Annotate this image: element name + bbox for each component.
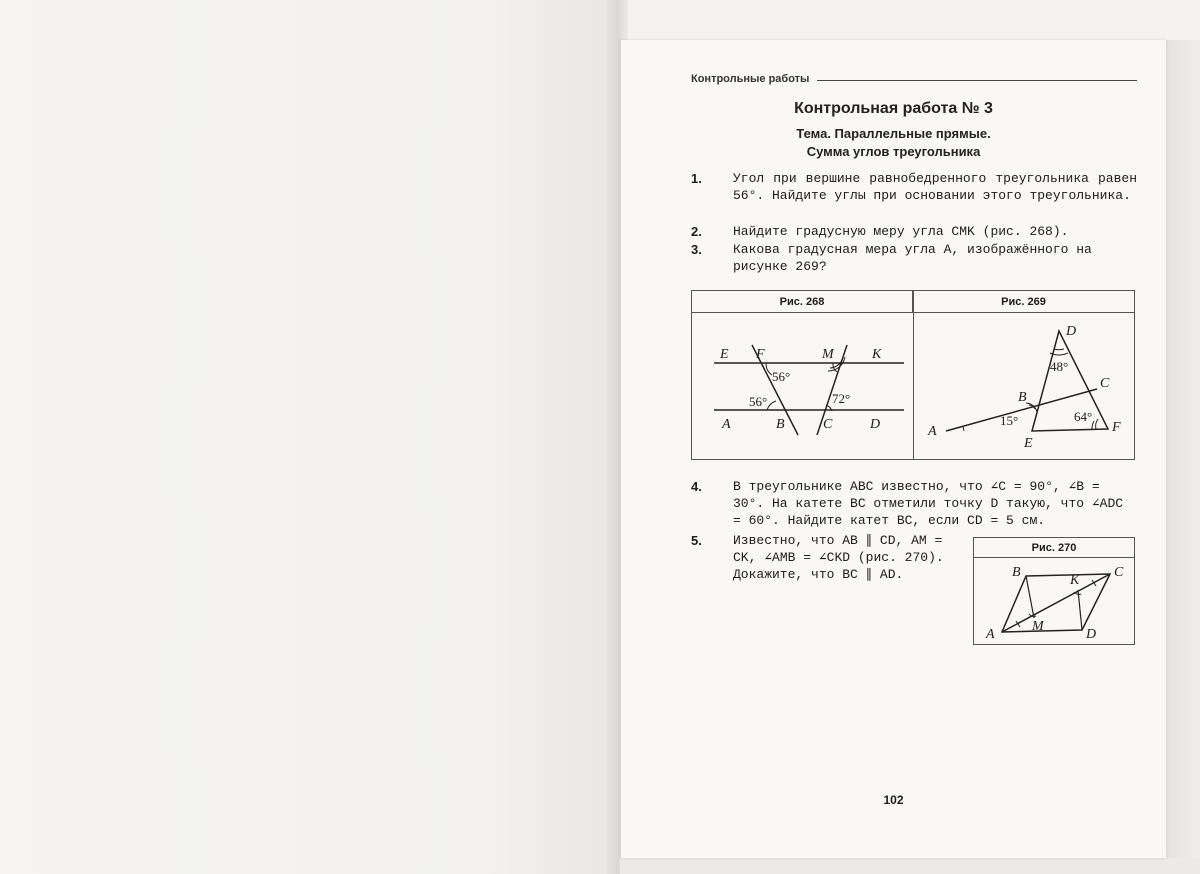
page-title: Контрольная работа № 3	[794, 100, 993, 117]
angle-label: 64°	[1074, 409, 1093, 424]
point-label: B	[1012, 565, 1021, 580]
task-text: В треугольнике ABC известно, что ∠C = 90°, ∠B = 30°. На катете BC отметили точку D такую, что ∠ADC = 60°. Найдите катет BC, если CD = 5 см.	[733, 479, 1124, 528]
page-stack-edge	[1166, 40, 1200, 874]
point-label: C	[823, 417, 833, 432]
point-label: A	[986, 627, 995, 642]
task-text: Угол при вершине равнобедренного треугольника равен 56°. Найдите углы при основании этого треугольника.	[733, 171, 1137, 203]
figure-caption-268: Рис. 268	[692, 291, 913, 313]
figure-caption-270: Рис. 270	[974, 538, 1134, 558]
textbook-page	[620, 40, 1166, 858]
point-label: A	[928, 424, 937, 439]
topic-line-1: Тема. Параллельные прямые.	[796, 126, 991, 141]
angle-label: 56°	[749, 394, 768, 409]
task-text: Найдите градусную меру угла CMK (рис. 268).	[733, 224, 1069, 239]
figure-270	[973, 537, 1135, 645]
figure-269-diagram	[914, 313, 1135, 459]
point-label: A	[722, 417, 731, 432]
point-label: B	[776, 417, 785, 432]
angle-label: 15°	[1000, 413, 1019, 428]
point-label: K	[1070, 573, 1080, 588]
page-bottom-edge	[620, 858, 1200, 874]
point-label: F	[756, 347, 765, 362]
angle-label: 56°	[772, 369, 791, 384]
point-label: B	[1018, 390, 1027, 405]
figure-270-diagram	[974, 558, 1134, 644]
figure-268-diagram	[692, 313, 913, 459]
point-label: E	[720, 347, 729, 362]
running-head-text: Контрольные работы	[691, 73, 817, 85]
point-label: K	[872, 347, 882, 362]
figure-caption-269: Рис. 269	[913, 291, 1134, 313]
task-text: Известно, что AB ∥ CD, AM = CK, ∠AMB = ∠CKD (рис. 270). Докажите, что BC ∥ AD.	[733, 533, 944, 582]
point-label: C	[1114, 565, 1124, 580]
page-number: 102	[883, 793, 904, 807]
task-number: 3.	[691, 242, 702, 257]
task-number: 2.	[691, 224, 702, 239]
angle-label: 48°	[1050, 359, 1069, 374]
running-head	[691, 73, 1137, 89]
task-number: 1.	[691, 171, 702, 186]
point-label: D	[1086, 627, 1097, 642]
point-label: M	[1032, 619, 1044, 634]
task-number: 5.	[691, 533, 702, 548]
point-label: D	[870, 417, 881, 432]
point-label: M	[822, 347, 834, 362]
angle-label: 72°	[832, 391, 851, 406]
point-label: E	[1024, 436, 1033, 451]
topic-line-2: Сумма углов треугольника	[806, 144, 981, 159]
figures-table	[691, 290, 1135, 460]
point-label: F	[1112, 420, 1121, 435]
point-label: D	[1066, 324, 1077, 339]
point-label: C	[1100, 376, 1110, 391]
task-number: 4.	[691, 479, 702, 494]
task-text: Какова градусная мера угла A, изображённого на рисунке 269?	[733, 242, 1092, 274]
